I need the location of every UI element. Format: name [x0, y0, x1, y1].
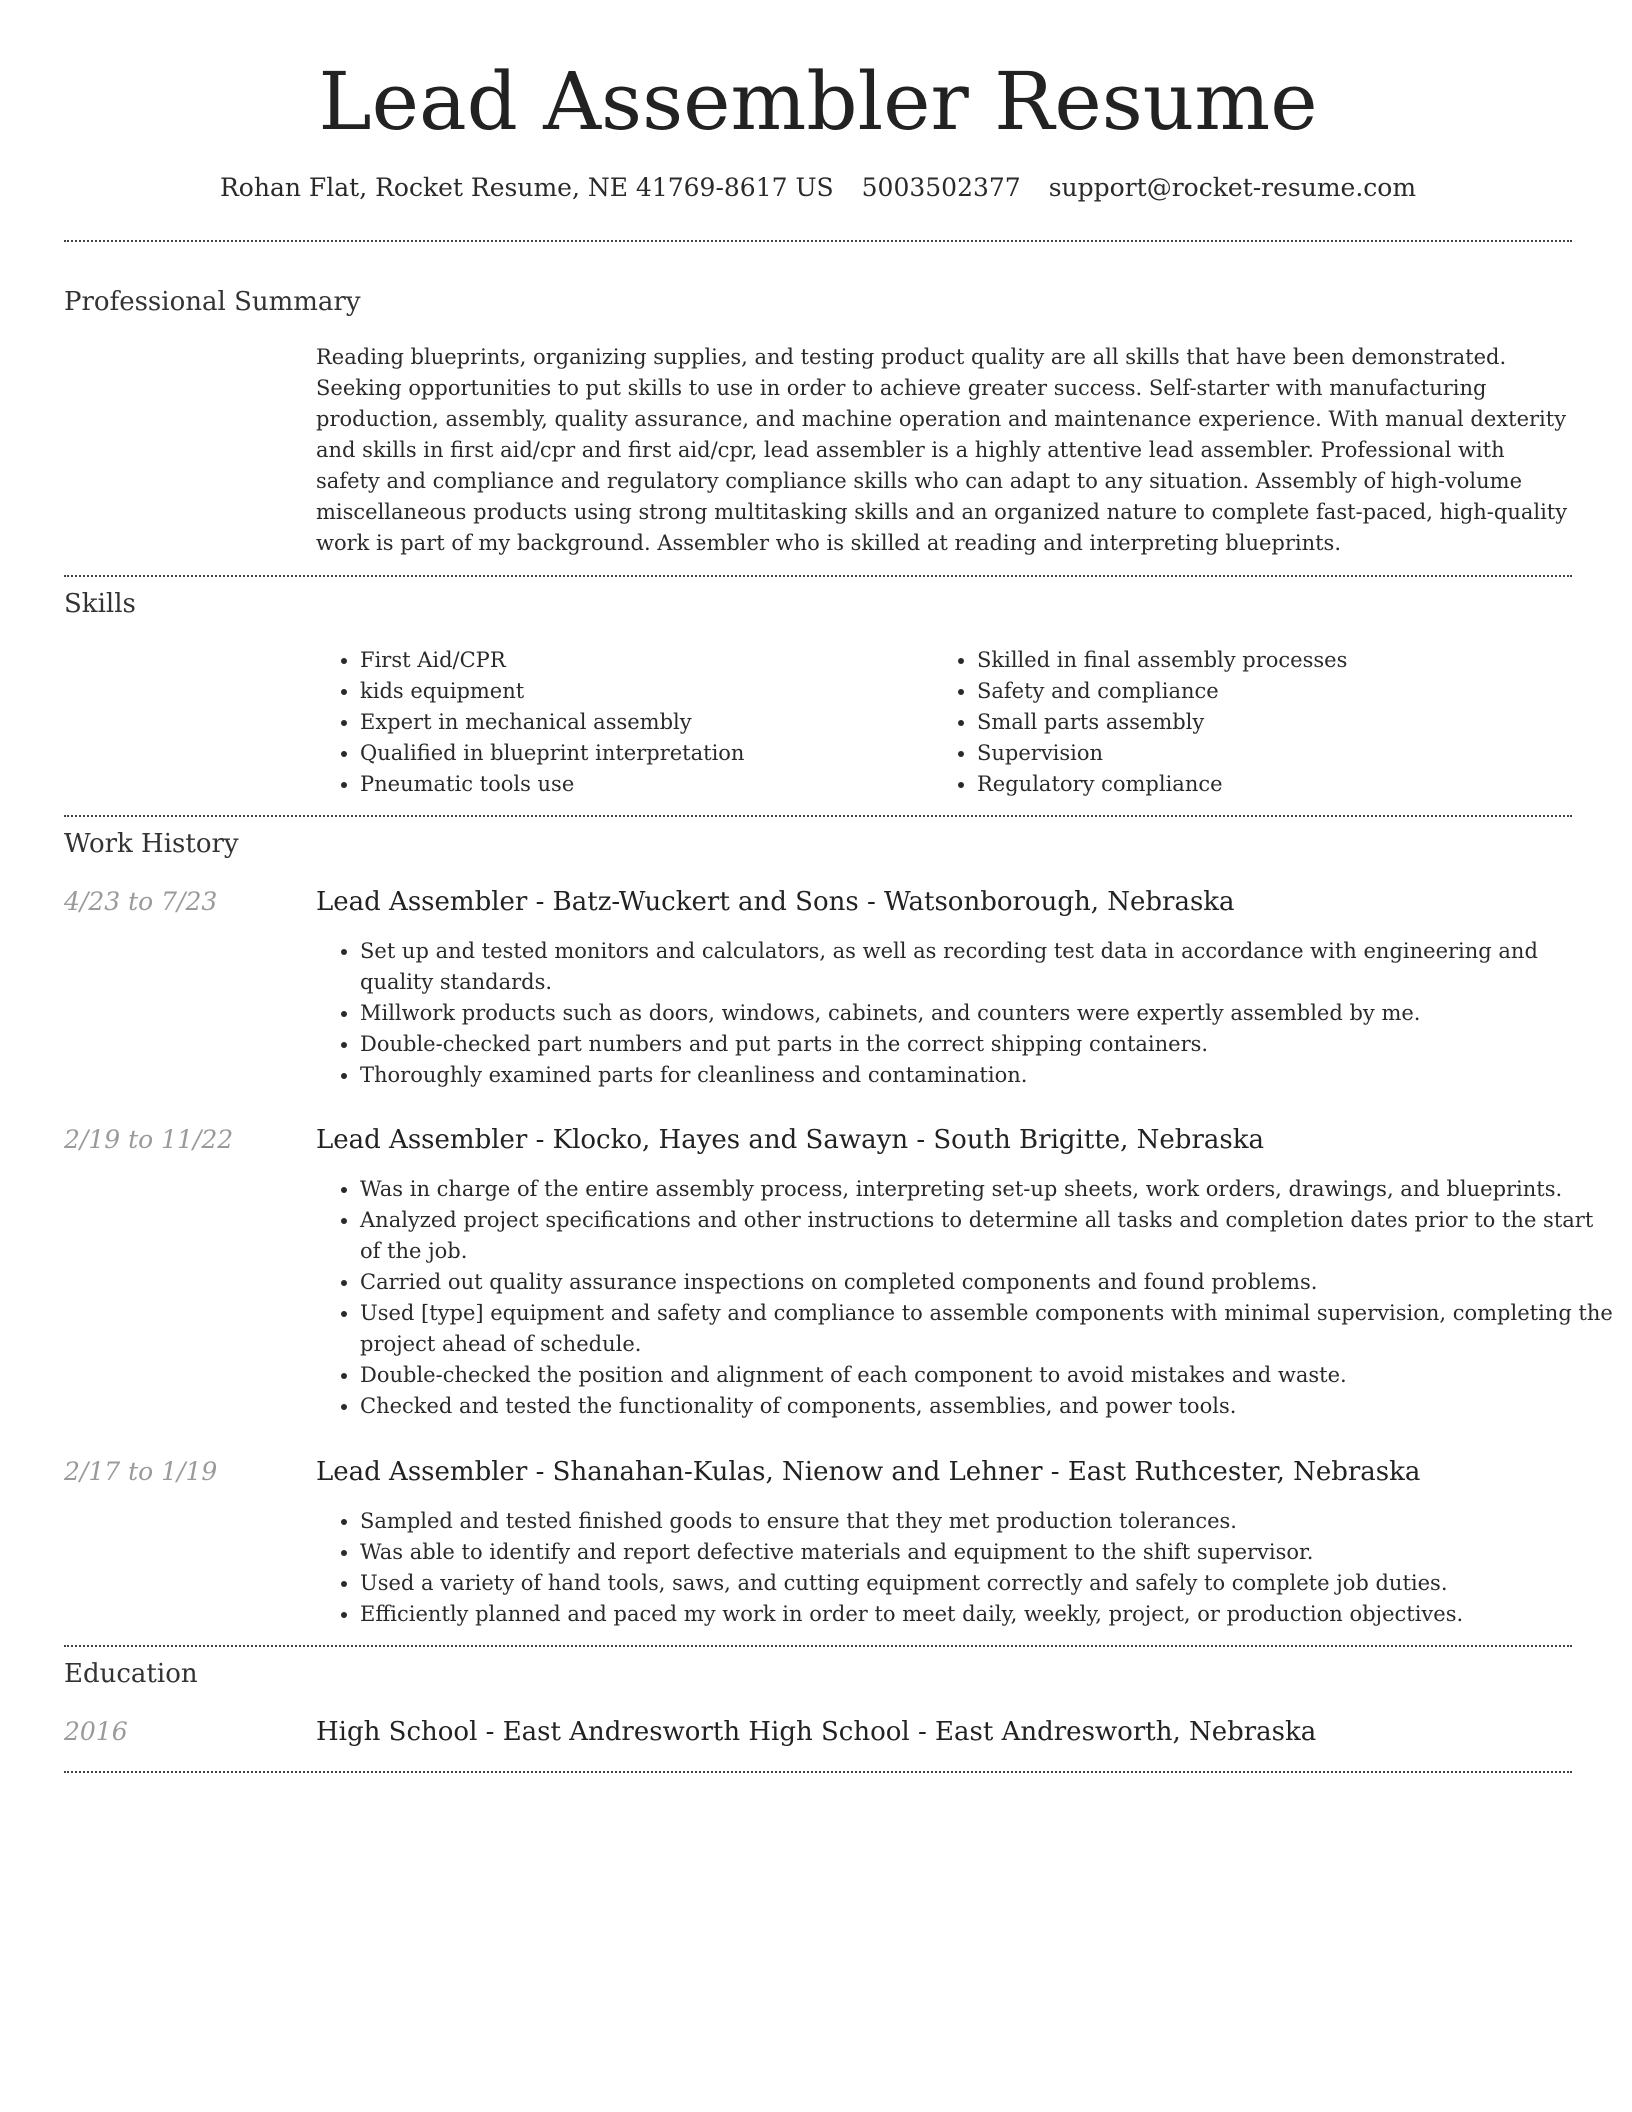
job-bullets [316, 1174, 1616, 1422]
skill-item: • Pneumatic tools use [360, 769, 920, 800]
skills-list-left [316, 645, 920, 800]
contact-phone: 5003502377 [861, 173, 1021, 202]
contact-email: support@rocket-resume.com [1048, 173, 1417, 202]
skill-item: • Skilled in final assembly processes [977, 645, 1577, 676]
skill-item: • kids equipment [360, 676, 920, 707]
summary-text: Reading blueprints, organizing supplies, and testing product quality are all skills that have been demonstrated. Seeking opportunities to put skills to use in order to achieve greater success. Self-starter with manufacturing production, assembly, quality assurance, and machine operation and maintenance experience. With manual dexterity and skills in first aid/cpr and first aid/cpr, lead assembler is a highly attentive lead assembler. Professional with safety and compliance and regulatory compliance skills who can adapt to any situation. Assembly of high-volume miscellaneous products using strong multitasking skills and an organized nature to complete fast-paced, high-quality work is part of my background. Assembler who is skilled at reading and interpreting blueprints. [316, 345, 1568, 555]
job-dates: 4/23 to 7/23 [64, 887, 218, 916]
job-bullet: • Efficiently planned and paced my work in order to meet daily, weekly, project, or production objectives. [360, 1599, 1616, 1630]
section-divider [64, 1645, 1572, 1647]
section-divider [64, 575, 1572, 577]
job-bullet: • Checked and tested the functionality of components, assemblies, and power tools. [360, 1391, 1616, 1422]
job-bullet: • Sampled and tested finished goods to ensure that they met production tolerances. [360, 1506, 1616, 1537]
skill-item: • Expert in mechanical assembly [360, 707, 920, 738]
job-dates: 2/17 to 1/19 [64, 1457, 218, 1486]
education-heading: Education [64, 1659, 198, 1689]
job-bullet: • Used a variety of hand tools, saws, and cutting equipment correctly and safely to complete job duties. [360, 1568, 1616, 1599]
section-divider [64, 1771, 1572, 1773]
job-title: Lead Assembler - Batz-Wuckert and Sons - Watsonborough, Nebraska [316, 887, 1235, 917]
work-history-heading: Work History [64, 829, 239, 859]
job-bullet: • Double-checked part numbers and put parts in the correct shipping containers. [360, 1029, 1616, 1060]
job-bullet: • Analyzed project specifications and other instructions to determine all tasks and completion dates prior to the start of the job. [360, 1205, 1616, 1267]
job-dates: 2/19 to 11/22 [64, 1125, 234, 1154]
skill-item: • Regulatory compliance [977, 769, 1577, 800]
job-bullet: • Double-checked the position and alignment of each component to avoid mistakes and waste. [360, 1360, 1616, 1391]
job-bullet: • Thoroughly examined parts for cleanliness and contamination. [360, 1060, 1616, 1091]
section-divider [64, 815, 1572, 817]
job-title: Lead Assembler - Klocko, Hayes and Sawayn - South Brigitte, Nebraska [316, 1125, 1264, 1155]
job-bullet: • Millwork products such as doors, windows, cabinets, and counters were expertly assembled by me. [360, 998, 1616, 1029]
job-title: Lead Assembler - Shanahan-Kulas, Nienow and Lehner - East Ruthcester, Nebraska [316, 1457, 1421, 1487]
summary-heading: Professional Summary [64, 287, 361, 317]
skill-item: • Supervision [977, 738, 1577, 769]
education-year: 2016 [64, 1717, 128, 1746]
section-divider [64, 240, 1572, 242]
contact-address: Rohan Flat, Rocket Resume, NE 41769-8617 US [219, 173, 834, 202]
job-bullet: • Set up and tested monitors and calculators, as well as recording test data in accordance with engineering and quality standards. [360, 936, 1616, 998]
job-bullet: • Was able to identify and report defective materials and equipment to the shift supervisor. [360, 1537, 1616, 1568]
job-bullet: • Was in charge of the entire assembly process, interpreting set-up sheets, work orders, drawings, and blueprints. [360, 1174, 1616, 1205]
skills-list-right [933, 645, 1577, 800]
resume-title: Lead Assembler Resume [318, 55, 1318, 148]
education-title: High School - East Andresworth High School - East Andresworth, Nebraska [316, 1717, 1317, 1747]
job-bullet: • Used [type] equipment and safety and compliance to assemble components with minimal supervision, completing the project ahead of schedule. [360, 1298, 1616, 1360]
job-bullet: • Carried out quality assurance inspections on completed components and found problems. [360, 1267, 1616, 1298]
job-bullets [316, 936, 1616, 1091]
skills-heading: Skills [64, 589, 136, 619]
skill-item: • Small parts assembly [977, 707, 1577, 738]
skill-item: • First Aid/CPR [360, 645, 920, 676]
skill-item: • Safety and compliance [977, 676, 1577, 707]
contact-line [64, 171, 1572, 205]
skill-item: • Qualified in blueprint interpretation [360, 738, 920, 769]
job-bullets [316, 1506, 1616, 1630]
